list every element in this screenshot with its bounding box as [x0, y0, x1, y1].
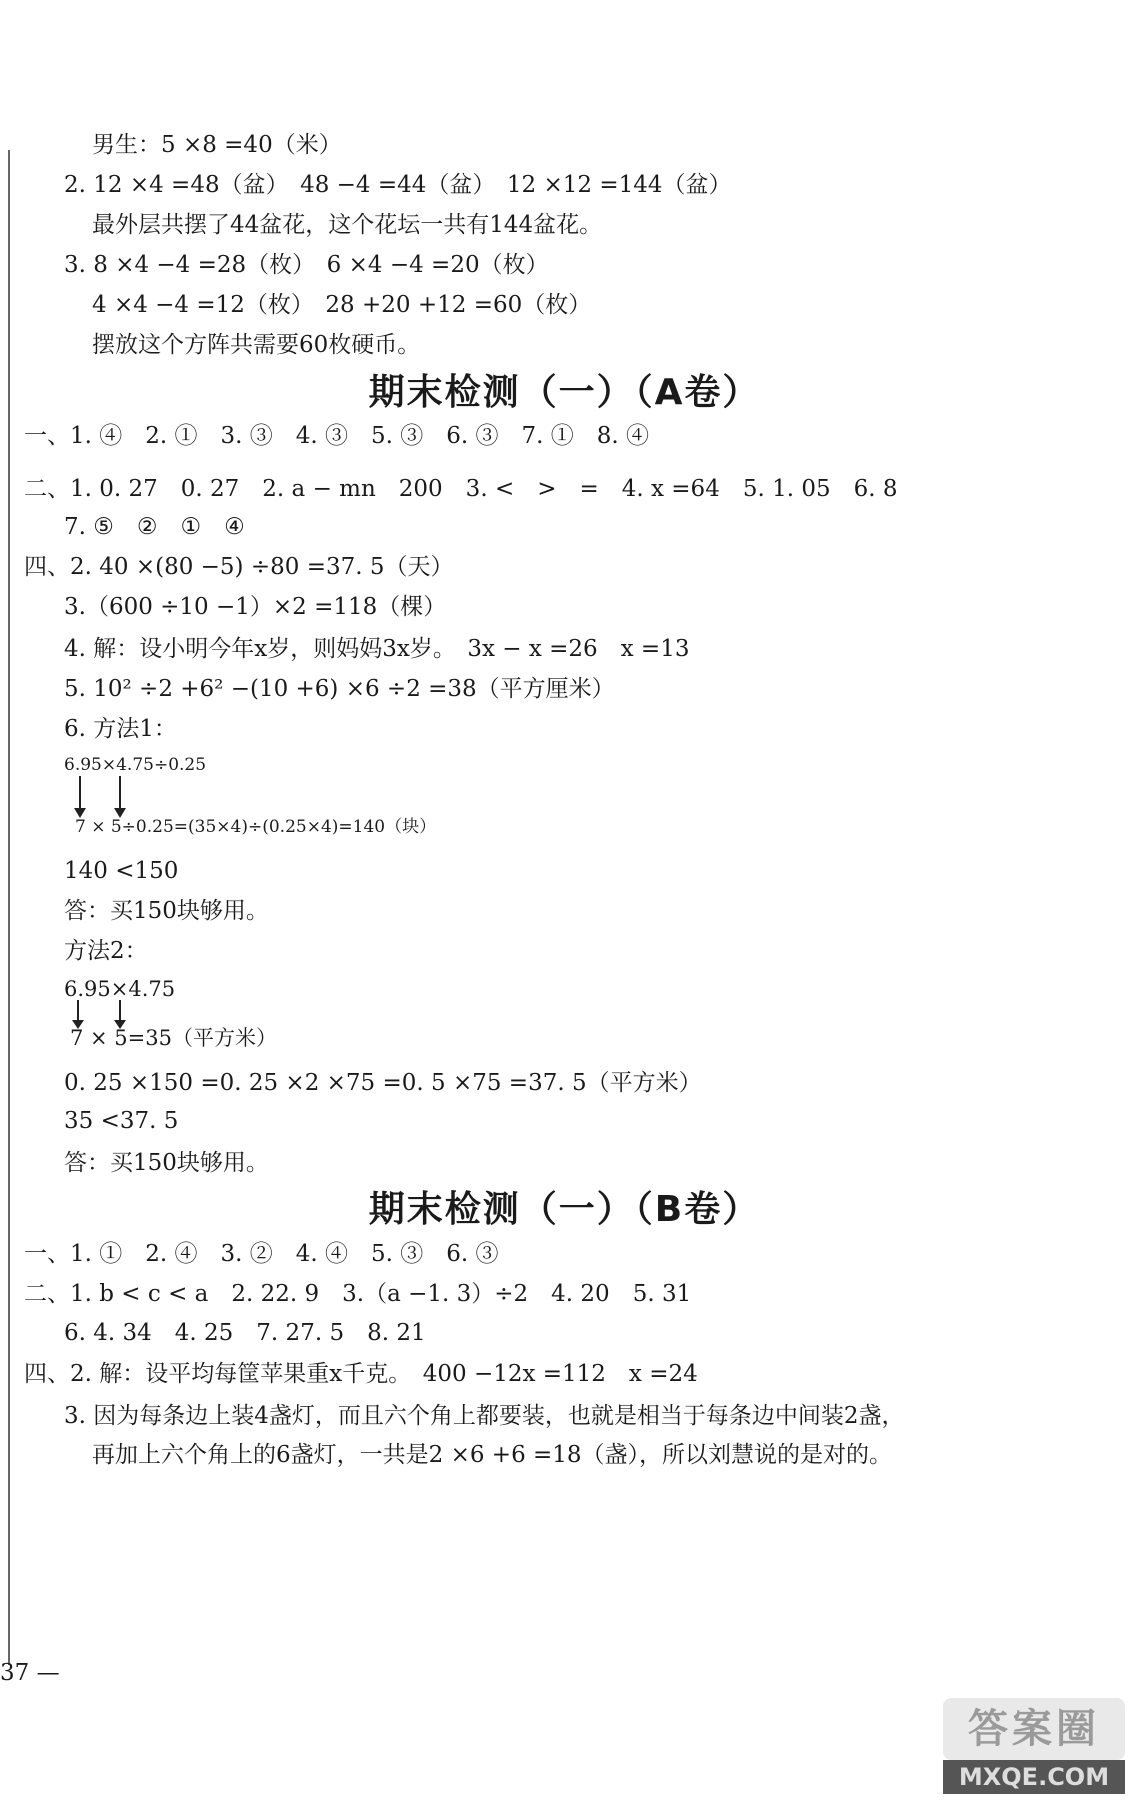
answer-line: 7. ⑤ ② ① ④: [64, 514, 245, 540]
answer-line: 35 <37. 5: [64, 1108, 179, 1134]
answer-line: 二、1. 0. 27 0. 27 2. a − mn 200 3. < > = 4. x =64 5. 1. 05 6. 8: [24, 476, 898, 502]
answer-line: 一、1. ① 2. ④ 3. ② 4. ④ 5. ③ 6. ③: [24, 1241, 499, 1267]
calc-line: 6.95×4.75: [64, 977, 176, 1001]
answer-line: 5. 10² ÷2 +6² −(10 +6) ×6 ÷2 =38（平方厘米）: [64, 676, 615, 702]
watermark-logo: [943, 1698, 1125, 1794]
calc-line: 7 × 5=35（平方米）: [70, 1026, 277, 1050]
answer-line: 四、2. 40 ×(80 −5) ÷80 =37. 5（天）: [24, 554, 454, 580]
calc-line: 7 × 5÷0.25=(35×4)÷(0.25×4)=140（块）: [75, 817, 437, 837]
answer-line: 4. 解：设小明今年x岁，则妈妈3x岁。 3x − x =26 x =13: [64, 636, 690, 662]
watermark-text: 答案圈: [943, 1698, 1125, 1760]
arrows-method-1: [70, 774, 130, 820]
answer-line: 再加上六个角上的6盏灯，一共是2 ×6 +6 =18（盏），所以刘慧说的是对的。: [92, 1442, 893, 1468]
answer-line: 6. 方法1：: [64, 716, 177, 742]
answer-line: 3.（600 ÷10 −1）×2 =118（棵）: [64, 594, 447, 620]
answer-line: 方法2：: [64, 938, 148, 964]
text-line: 摆放这个方阵共需要60枚硬币。: [92, 332, 421, 358]
page-number: 37 —: [0, 1660, 60, 1686]
section-title-a: 期末检测（一）（A卷）: [368, 372, 761, 413]
answer-line: 3. 因为每条边上装4盏灯，而且六个角上都要装，也就是相当于每条边中间装2盏，: [64, 1403, 905, 1429]
answer-line: 0. 25 ×150 =0. 25 ×2 ×75 =0. 5 ×75 =37. 5（平方米）: [64, 1070, 702, 1096]
answer-line: 一、1. ④ 2. ① 3. ③ 4. ③ 5. ③ 6. ③ 7. ① 8. ④: [24, 423, 650, 449]
answer-line: 四、2. 解：设平均每筐苹果重x千克。 400 −12x =112 x =24: [24, 1361, 698, 1387]
text-line: 最外层共摆了44盆花，这个花坛一共有144盆花。: [92, 212, 603, 238]
text-line: 2. 12 ×4 =48（盆） 48 −4 =44（盆） 12 ×12 =144（盆）: [64, 172, 732, 198]
answer-line: 140 <150: [64, 858, 179, 884]
answer-line: 答：买150块够用。: [64, 1150, 269, 1176]
text-line: 3. 8 ×4 −4 =28（枚） 6 ×4 −4 =20（枚）: [64, 252, 549, 278]
calc-line: 6.95×4.75÷0.25: [64, 755, 207, 775]
text-line: 男生：5 ×8 =40（米）: [92, 132, 342, 158]
answer-line: 二、1. b < c < a 2. 22. 9 3.（a −1. 3）÷2 4. 20 5. 31: [24, 1281, 692, 1307]
text-line: 4 ×4 −4 =12（枚） 28 +20 +12 =60（枚）: [92, 292, 592, 318]
answer-line: 答：买150块够用。: [64, 898, 269, 924]
section-title-b: 期末检测（一）（B卷）: [368, 1189, 761, 1230]
answer-line: 6. 4. 34 4. 25 7. 27. 5 8. 21: [64, 1320, 426, 1346]
watermark-url: MXQE.COM: [943, 1760, 1125, 1794]
